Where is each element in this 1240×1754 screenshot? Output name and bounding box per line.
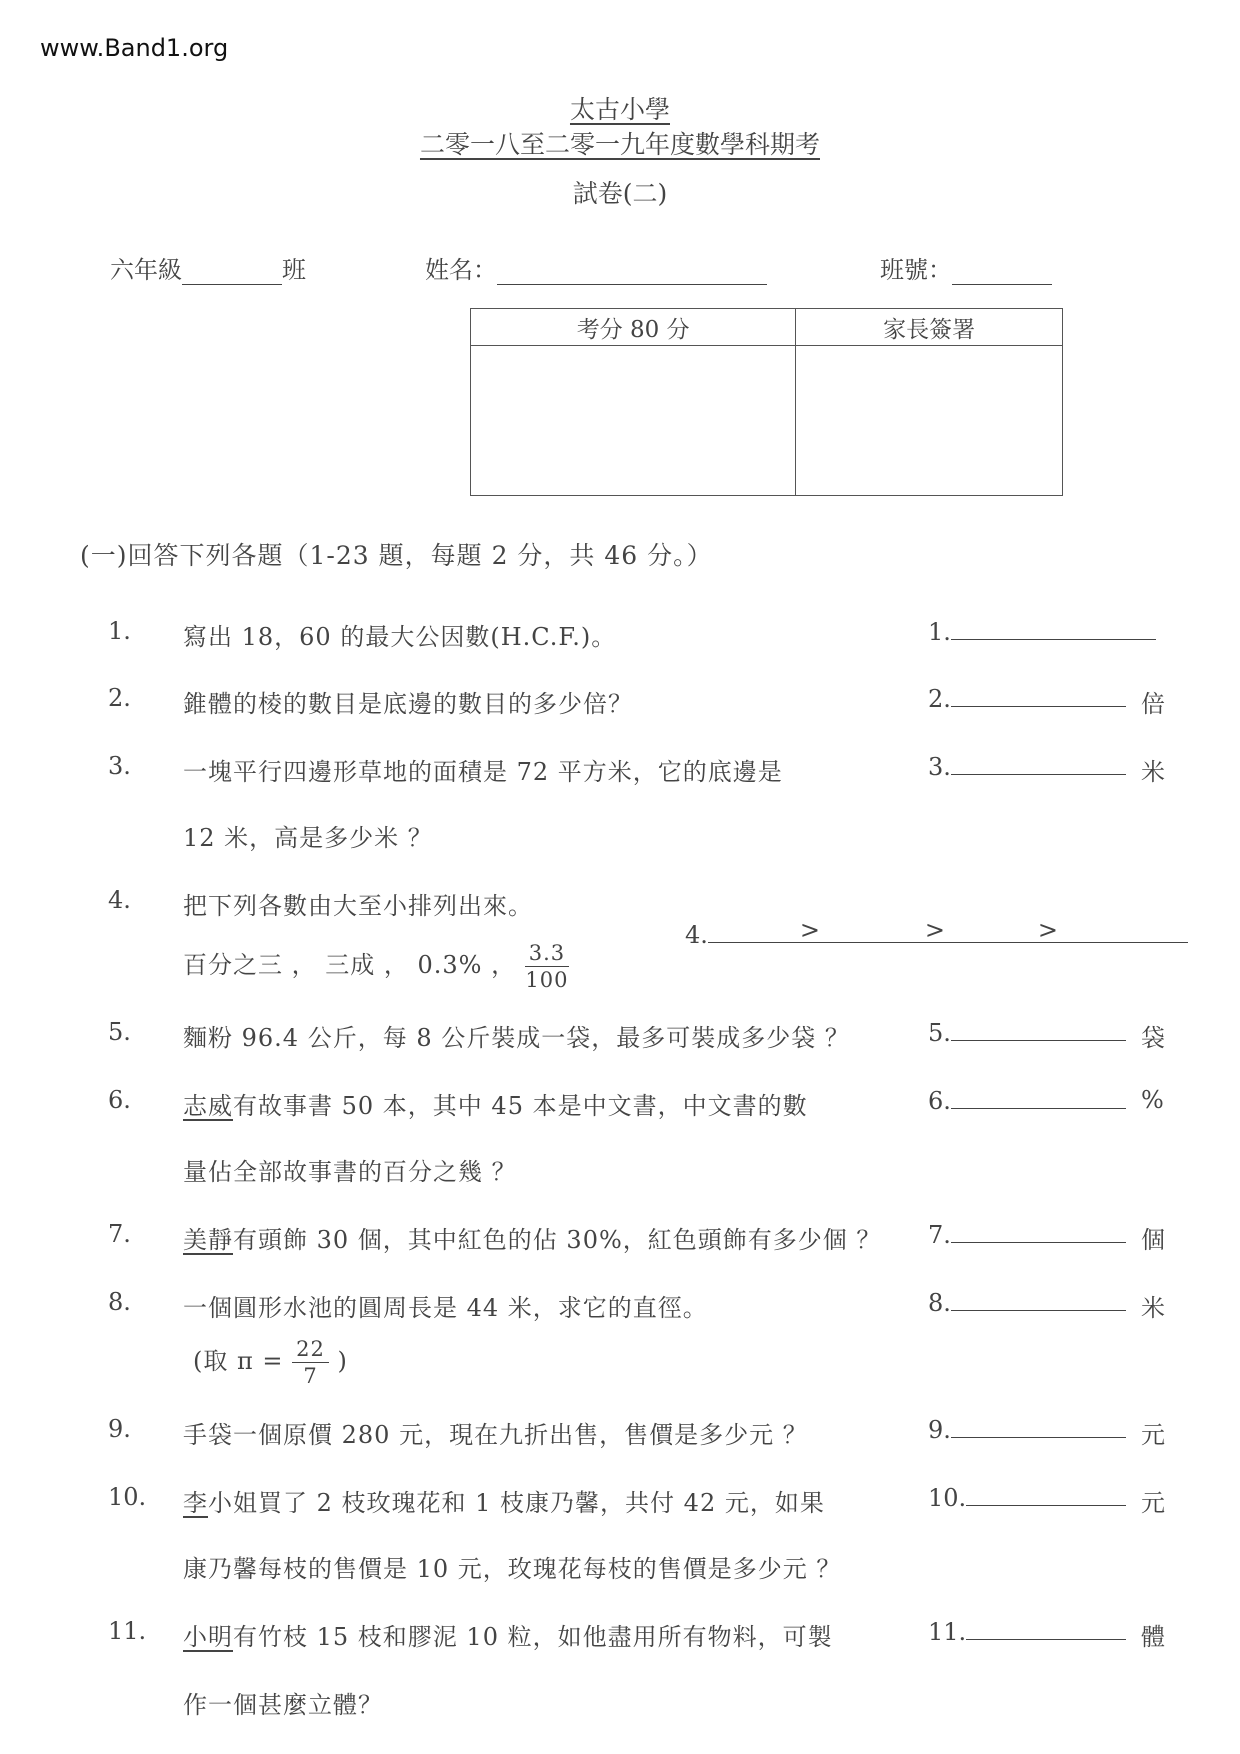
score-table — [470, 308, 1063, 496]
q11-text-line1: 小明有竹枝 15 枝和膠泥 10 粒，如他盡用所有物料，可製 — [183, 1623, 833, 1651]
paper-title: 試卷(二) — [572, 179, 668, 208]
name-field — [425, 250, 767, 285]
q8-answer-line[interactable] — [951, 1288, 1126, 1311]
q6-number: 6. — [108, 1086, 131, 1114]
q4-gt-2: > — [924, 916, 946, 944]
q4-text-line1: 把下列各數由大至小排列出來。 — [183, 892, 533, 920]
q8-fraction: $\frac{22}{7}$ — [292, 1336, 329, 1389]
q10-answer: 10. — [928, 1483, 1126, 1512]
q5-number: 5. — [108, 1018, 131, 1046]
q3-unit: 米 — [1141, 758, 1165, 786]
q4-text-line2: 百分之三 ， 三成 ， 0.3% ， $\frac{3.3}{100}$ — [183, 941, 569, 992]
q6-unit: % — [1141, 1086, 1164, 1114]
signature-header: 家長簽署 — [796, 309, 1063, 346]
q6-text-line2: 量佔全部故事書的百分之幾 ？ — [183, 1158, 517, 1186]
q4-answer-line[interactable] — [708, 918, 1188, 943]
q1-text: 寫出 18，60 的最大公因數(H.C.F.)。 — [183, 623, 617, 651]
q3-text-line1: 一塊平行四邊形草地的面積是 72 平方米，它的底邊是 — [183, 758, 783, 786]
grade-label: 六年級 — [110, 256, 182, 284]
q6-text-line1: 志威有故事書 50 本，其中 45 本是中文書，中文書的數 — [183, 1092, 808, 1120]
q3-number: 3. — [108, 752, 131, 780]
q4-gt-1: > — [799, 916, 821, 944]
q10-text-line1: 李小姐買了 2 枝玫瑰花和 1 枝康乃馨，共付 42 元，如果 — [183, 1489, 825, 1517]
q7-unit: 個 — [1141, 1226, 1165, 1254]
q11-number: 11. — [108, 1617, 147, 1645]
q10-proper-name: 李 — [183, 1489, 208, 1517]
q3-answer-line[interactable] — [951, 752, 1126, 775]
number-label: 班號： — [880, 256, 952, 284]
q2-answer-line[interactable] — [951, 684, 1126, 707]
q4-gt-3: > — [1037, 916, 1059, 944]
q8-answer: 8. — [928, 1288, 1126, 1317]
q5-answer-line[interactable] — [951, 1018, 1126, 1041]
exam-title: 二零一八至二零一九年度數學科期考 — [419, 130, 820, 159]
q4-fraction: $\frac{3.3}{100}$ — [525, 941, 569, 992]
q8-text-line2: (取 π = $\frac{22}{7}$ ) — [193, 1337, 348, 1388]
q7-text: 美靜有頭飾 30 個，其中紅色的佔 30%，紅色頭飾有多少個 ？ — [183, 1226, 882, 1254]
q11-text-line2: 作一個甚麼立體？ — [183, 1691, 383, 1719]
q8-number: 8. — [108, 1288, 131, 1316]
q7-proper-name: 美靜 — [183, 1226, 233, 1254]
q1-answer-line[interactable] — [951, 617, 1156, 640]
section-heading: (一)回答下列各題（1-23 題，每題 2 分，共 46 分。） — [80, 541, 713, 570]
q9-answer-line[interactable] — [951, 1415, 1126, 1438]
grade-class-blank[interactable] — [182, 284, 282, 285]
q1-answer: 1. — [928, 617, 1156, 646]
q10-unit: 元 — [1141, 1489, 1165, 1517]
q6-answer-line[interactable] — [951, 1086, 1126, 1109]
q10-number: 10. — [108, 1483, 147, 1511]
name-blank[interactable] — [497, 284, 767, 285]
number-field — [880, 250, 1052, 285]
q5-text: 麵粉 96.4 公斤，每 8 公斤裝成一袋，最多可裝成多少袋 ？ — [183, 1024, 850, 1052]
q2-number: 2. — [108, 684, 131, 712]
q6-proper-name: 志威 — [183, 1092, 233, 1120]
q4-answer: 4. > > > — [685, 918, 1188, 949]
school-name: 太古小學 — [569, 95, 670, 124]
q9-unit: 元 — [1141, 1421, 1165, 1449]
number-blank[interactable] — [952, 284, 1052, 285]
q10-text-line2: 康乃馨每枝的售價是 10 元，玫瑰花每枝的售價是多少元 ？ — [183, 1555, 842, 1583]
q9-text: 手袋一個原價 280 元，現在九折出售，售價是多少元 ？ — [183, 1421, 808, 1449]
q5-answer: 5. — [928, 1018, 1126, 1047]
score-header: 考分 80 分 — [471, 309, 796, 346]
q11-answer: 11. — [928, 1617, 1126, 1646]
q2-text: 錐體的棱的數目是底邊的數目的多少倍？ — [183, 690, 633, 718]
name-label: 姓名： — [425, 256, 497, 284]
score-cell[interactable] — [471, 346, 796, 496]
signature-cell[interactable] — [796, 346, 1063, 496]
q2-unit: 倍 — [1141, 690, 1165, 718]
grade-field — [110, 250, 306, 285]
q2-answer: 2. — [928, 684, 1126, 713]
q6-answer: 6. — [928, 1086, 1126, 1115]
q1-number: 1. — [108, 617, 131, 645]
q7-number: 7. — [108, 1220, 131, 1248]
q11-answer-line[interactable] — [966, 1617, 1126, 1640]
q8-unit: 米 — [1141, 1294, 1165, 1322]
q5-unit: 袋 — [1141, 1024, 1165, 1052]
q7-answer-line[interactable] — [951, 1220, 1126, 1243]
q11-unit: 體 — [1141, 1623, 1165, 1651]
q9-answer: 9. — [928, 1415, 1126, 1444]
q10-answer-line[interactable] — [966, 1483, 1126, 1506]
q3-text-line2: 12 米，高是多少米 ？ — [183, 824, 433, 852]
q9-number: 9. — [108, 1415, 131, 1443]
q8-text-line1: 一個圓形水池的圓周長是 44 米，求它的直徑。 — [183, 1294, 708, 1322]
q11-proper-name: 小明 — [183, 1623, 233, 1651]
class-label: 班 — [282, 256, 306, 284]
q4-number: 4. — [108, 886, 131, 914]
q3-answer: 3. — [928, 752, 1126, 781]
site-watermark: www.Band1.org — [40, 34, 229, 62]
q7-answer: 7. — [928, 1220, 1126, 1249]
